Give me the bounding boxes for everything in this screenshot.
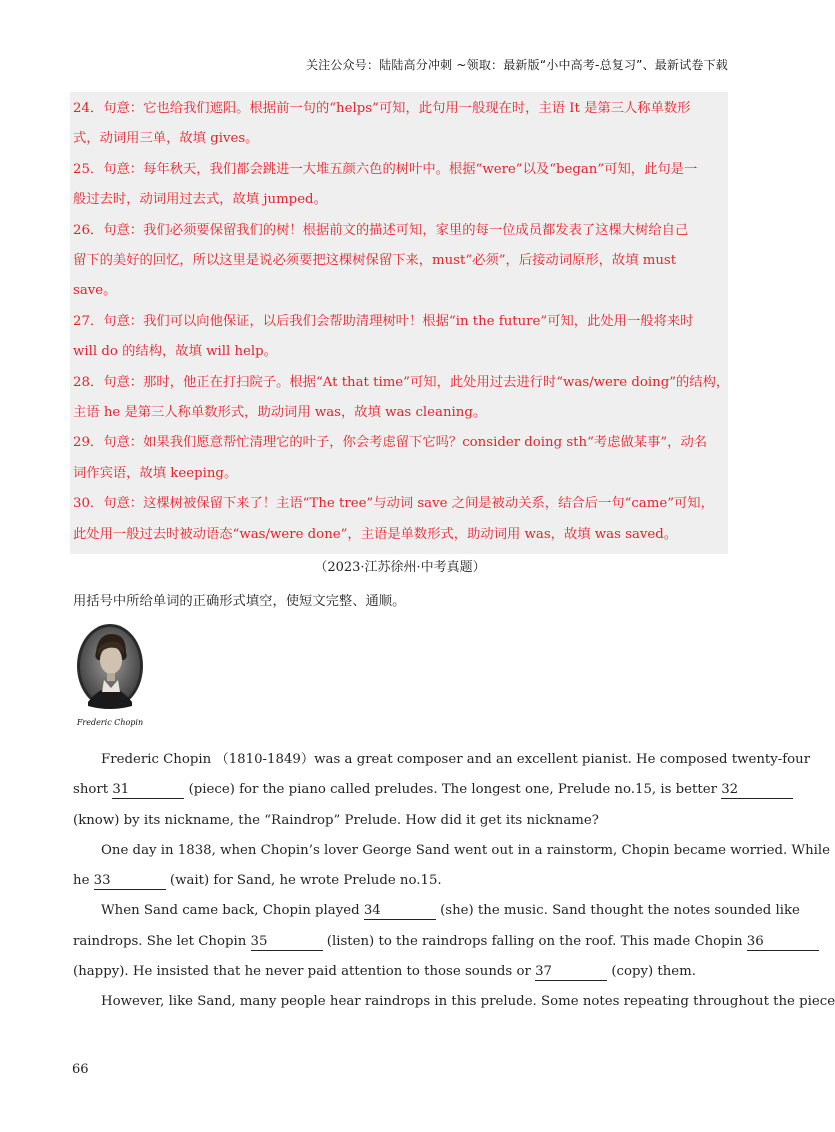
passage-text: Frederic Chopin （1810-1849）was a great composer and an excellent pianist. He composed twenty-four bbox=[101, 752, 811, 767]
answer-line: 29．句意：如果我们愿意帮忙清理它的叶子，你会考虑留下它吗？consider doing sth“考虑做某事”，动名 bbox=[73, 435, 708, 451]
blank-35[interactable]: 35 bbox=[251, 934, 323, 951]
passage-text: However, like Sand, many people hear raindrops in this prelude. Some notes repeating throughout the piece bbox=[101, 994, 835, 1010]
passage-text: When Sand came back, Chopin played bbox=[101, 903, 360, 919]
chopin-portrait bbox=[74, 622, 146, 730]
blank-34[interactable]: 34 bbox=[364, 903, 436, 920]
answer-line: 26．句意：我们必须要保留我们的树！根据前文的描述可知，家里的每一位成员都发表了这棵大树给自己 bbox=[73, 222, 689, 238]
passage-text: (know) by its nickname, the “Raindrop” Prelude. How did it get its nickname? bbox=[73, 812, 599, 828]
passage-text: (listen) to the raindrops falling on the roof. This made Chopin bbox=[326, 933, 743, 949]
answer-line: 此处用一般过去时被动语态“was/were done”，主语是单数形式，助动词用 was，故填 was saved。 bbox=[73, 526, 678, 542]
page-header: 关注公众号：陆陆高分冲刺 ~领取：最新版“小中高考-总复习”、最新试卷下载 bbox=[305, 58, 728, 72]
blank-32[interactable]: 32 bbox=[721, 782, 793, 799]
answer-line: 般过去时，动词用过去式，故填 jumped。 bbox=[73, 192, 327, 208]
answer-line: will do 的结构，故填 will help。 bbox=[73, 344, 277, 360]
passage-text: (happy). He insisted that he never paid attention to those sounds or bbox=[73, 964, 531, 980]
page-number: 66 bbox=[72, 1062, 89, 1077]
passage-line bbox=[73, 987, 835, 1017]
passage-line bbox=[73, 927, 764, 957]
passage-line bbox=[73, 836, 831, 866]
passage-text: One day in 1838, when Chopin’s lover George Sand went out in a rainstorm, Chopin became worried. While bbox=[101, 842, 831, 858]
question-instruction: 用括号中所给单词的正确形式填空，使短文完整、通顺。 bbox=[73, 594, 406, 609]
answer-line: 24．句意：它也给我们遮阳。根据前一句的“helps”可知，此句用一般现在时，主语 It 是第三人称单数形 bbox=[73, 101, 691, 116]
answer-line: 留下的美好的回忆，所以这里是说必须要把这棵树保留下来，must“必须”，后接动词原形，故填 must bbox=[73, 253, 677, 269]
answer-line: 式，动词用三单，故填 gives。 bbox=[73, 131, 259, 147]
passage-line bbox=[73, 775, 739, 805]
passage-text: he bbox=[73, 873, 90, 889]
blank-31[interactable]: 31 bbox=[112, 782, 184, 799]
blank-37[interactable]: 37 bbox=[535, 964, 607, 981]
passage-line bbox=[73, 957, 729, 987]
answer-line: 28．句意：那时，他正在打扫院子。根据“At that time”可知，此处用过去进行时“was/were doing”的结构， bbox=[73, 374, 730, 390]
question-source: （2023·江苏徐州·中考真题） bbox=[314, 560, 486, 575]
cloze-passage bbox=[73, 745, 835, 1018]
answer-explanations bbox=[70, 92, 728, 554]
passage-text: short bbox=[73, 782, 109, 798]
answer-line: 27．句意：我们可以向他保证，以后我们会帮助清理树叶！根据“in the future”可知，此处用一般将来时 bbox=[73, 313, 694, 329]
portrait-caption: Frederic Chopin bbox=[76, 718, 144, 727]
passage-line bbox=[73, 896, 800, 926]
passage-line bbox=[73, 866, 729, 896]
passage-text: raindrops. She let Chopin bbox=[73, 933, 247, 949]
passage-text: (wait) for Sand, he wrote Prelude no.15. bbox=[169, 873, 442, 889]
answer-line: save。 bbox=[73, 283, 117, 299]
blank-33[interactable]: 33 bbox=[94, 873, 166, 890]
answer-line: 主语 he 是第三人称单数形式，助动词用 was，故填 was cleaning。 bbox=[73, 405, 487, 421]
passage-line bbox=[73, 745, 811, 775]
blank-36[interactable]: 36 bbox=[747, 934, 819, 951]
passage-line bbox=[73, 806, 729, 836]
passage-text: (she) the music. Sand thought the notes sounded like bbox=[440, 903, 800, 919]
answer-line: 30．句意：这棵树被保留下来了！主语“The tree”与动词 save 之间是被动关系，结合后一句“came”可知， bbox=[73, 496, 714, 512]
answer-line: 词作宾语，故填 keeping。 bbox=[73, 465, 238, 481]
answer-line: 25．句意：每年秋天，我们都会跳进一大堆五颜六色的树叶中。根据“were”以及“began”可知，此句是一 bbox=[73, 161, 698, 177]
passage-text: (copy) them. bbox=[611, 964, 697, 980]
passage-text: (piece) for the piano called preludes. The longest one, Prelude no.15, is better bbox=[188, 782, 717, 798]
